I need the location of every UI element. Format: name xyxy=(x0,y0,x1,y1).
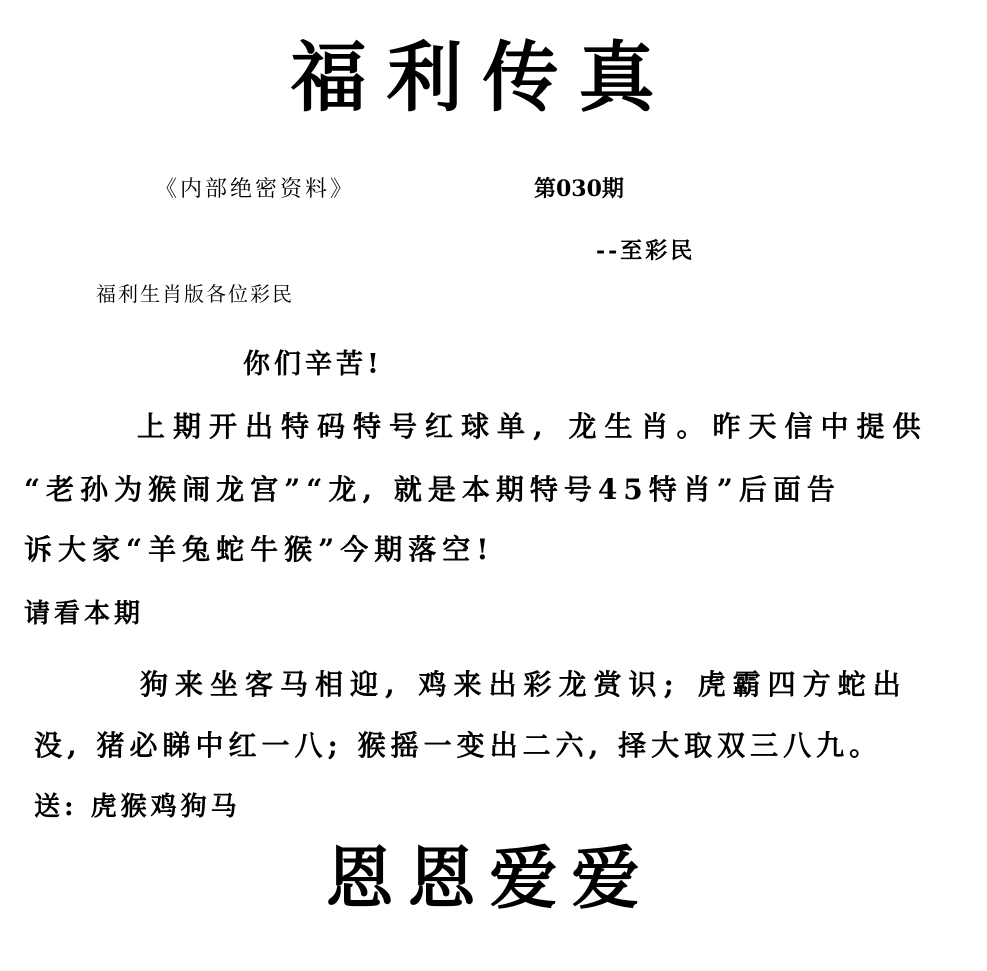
see-this-issue-label: 请看本期 xyxy=(24,599,145,629)
send-zodiacs-line: 送: 虎猴鸡狗马 xyxy=(34,792,241,822)
poem-line: 没, 猪必睇中红一八; 猴摇一变出二六, 择大取双三八九。 xyxy=(34,729,883,762)
page-title: 福利传真 xyxy=(290,33,675,122)
addressee-line: --至彩民 xyxy=(596,238,696,264)
paragraph-line: 上期开出特码特号红球单, 龙生肖。昨天信中提供 xyxy=(137,410,929,443)
poem-line: 狗来坐客马相迎, 鸡来出彩龙赏识; 虎霸四方蛇出 xyxy=(140,668,908,701)
paragraph-line: “老孙为猴闹龙宫”“龙, 就是本期特号45特肖”后面告 xyxy=(24,473,841,506)
footer-slogan: 恩恩爱爱 xyxy=(325,839,654,919)
confidential-subtitle: 《内部绝密资料》 xyxy=(155,177,356,202)
paragraph-line: 诉大家“羊兔蛇牛猴”今期落空! xyxy=(24,533,495,566)
issue-number: 第030期 xyxy=(534,176,624,202)
thanks-line: 你们辛苦! xyxy=(243,349,383,380)
greeting-line: 福利生肖版各位彩民 xyxy=(96,282,294,306)
